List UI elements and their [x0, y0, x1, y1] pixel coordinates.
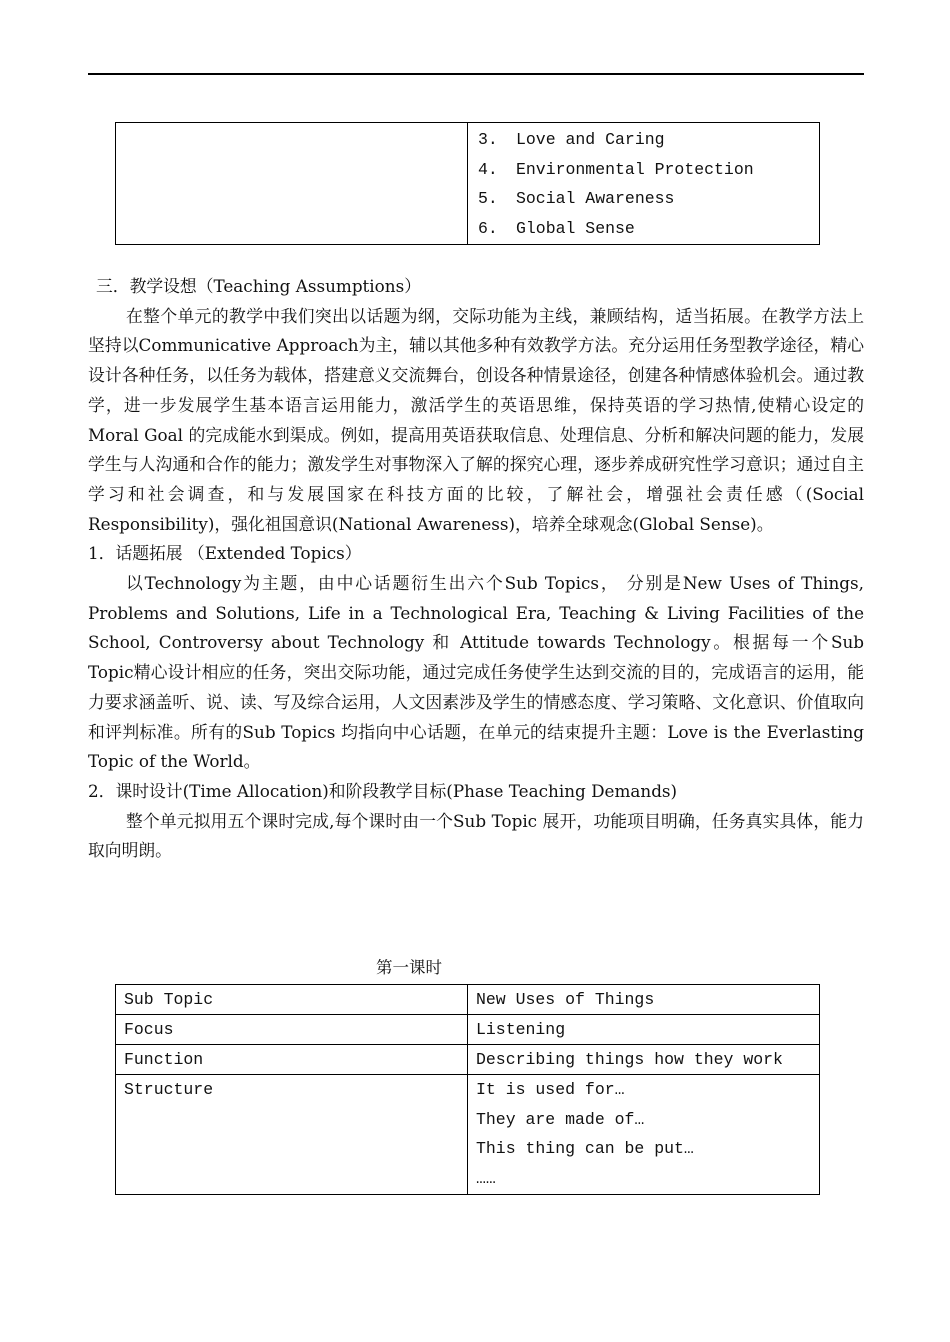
lesson-table — [115, 984, 820, 1195]
list-item: 6. Global Sense — [478, 219, 635, 239]
body-text — [88, 272, 864, 866]
section-heading: 三．教学设想（Teaching Assumptions） — [96, 276, 421, 296]
subsection-paragraph: 整个单元拟用五个课时完成,每个课时由一个Sub Topic 展开，功能项目明确，任务真实具体，能力取向明朗。 — [88, 810, 864, 861]
list-item: 3. Love and Caring — [478, 130, 665, 149]
structure-line: …… — [476, 1169, 496, 1189]
header-rule — [88, 73, 864, 75]
moral-goals-table — [115, 122, 820, 245]
row-label: Structure — [116, 1075, 468, 1195]
structure-lines — [468, 1075, 820, 1195]
table-row — [116, 1045, 820, 1075]
structure-line: They are made of… — [476, 1109, 645, 1129]
structure-line: It is used for… — [476, 1080, 625, 1099]
subsection-heading: 2．课时设计(Time Allocation)和阶段教学目标(Phase Teaching Demands) — [88, 780, 678, 801]
table-row — [116, 1075, 820, 1195]
table-row — [116, 1015, 820, 1045]
table-caption: 第一课时 — [376, 958, 442, 977]
row-label: Focus — [116, 1015, 468, 1045]
structure-line: This thing can be put… — [476, 1139, 694, 1159]
row-value: Listening — [468, 1015, 820, 1045]
empty-cell — [116, 123, 468, 245]
list-item: 4. Environmental Protection — [478, 159, 754, 179]
goals-list-cell — [468, 123, 820, 245]
row-label: Sub Topic — [116, 985, 468, 1015]
list-item: 5. Social Awareness — [478, 189, 675, 209]
subsection-heading: 1．话题拓展 （Extended Topics） — [88, 543, 362, 564]
subsection-paragraph: 以Technology为主题，由中心话题衍生出六个Sub Topics， 分别是New Uses of Things, Problems and Solutions, Life in a Technological Era, Teaching & Living Facilities of the School, Controversy about Technology 和 Attitude towards Technology。根据每一个Sub Topic精心设计相应的任务，突出交际功能，通过完成任务使学生达到交流的目的，完成语言的运用，能力要求涵盖听、说、读、写及综合运用，人文因素涉及学生的情感态度、学习策略、文化意识、价值取向和评判标准。所有的Sub Topics 均指向中心话题，在单元的结束提升主题：Love is the Everlasting Topic of the World。 — [88, 573, 864, 772]
section-paragraph: 在整个单元的教学中我们突出以话题为纲，交际功能为主线，兼顾结构，适当拓展。在教学方法上坚持以Communicative Approach为主，辅以其他多种有效教学方法。充分运用任务型教学途径，精心设计各种任务，以任务为载体，搭建意义交流舞台，创设各种情景途径，创建各种情感体验机会。通过教学，进一步发展学生基本语言运用能力，激活学生的英语思维，保持英语的学习热情,使精心设定的Moral Goal 的完成能水到渠成。例如，提高用英语获取信息、处理信息、分析和解决问题的能力，发展学生与人沟通和合作的能力；激发学生对事物深入了解的探究心理，逐步养成研究性学习意识；通过自主学习和社会调查，和与发展国家在科技方面的比较，了解社会，增强社会责任感（(Social Responsibility)，强化祖国意识(National Awareness)，培养全球观念(Global Sense)。 — [88, 305, 864, 534]
row-value: New Uses of Things — [468, 985, 820, 1015]
row-value: Describing things how they work — [468, 1045, 820, 1075]
table-row — [116, 985, 820, 1015]
row-label: Function — [116, 1045, 468, 1075]
